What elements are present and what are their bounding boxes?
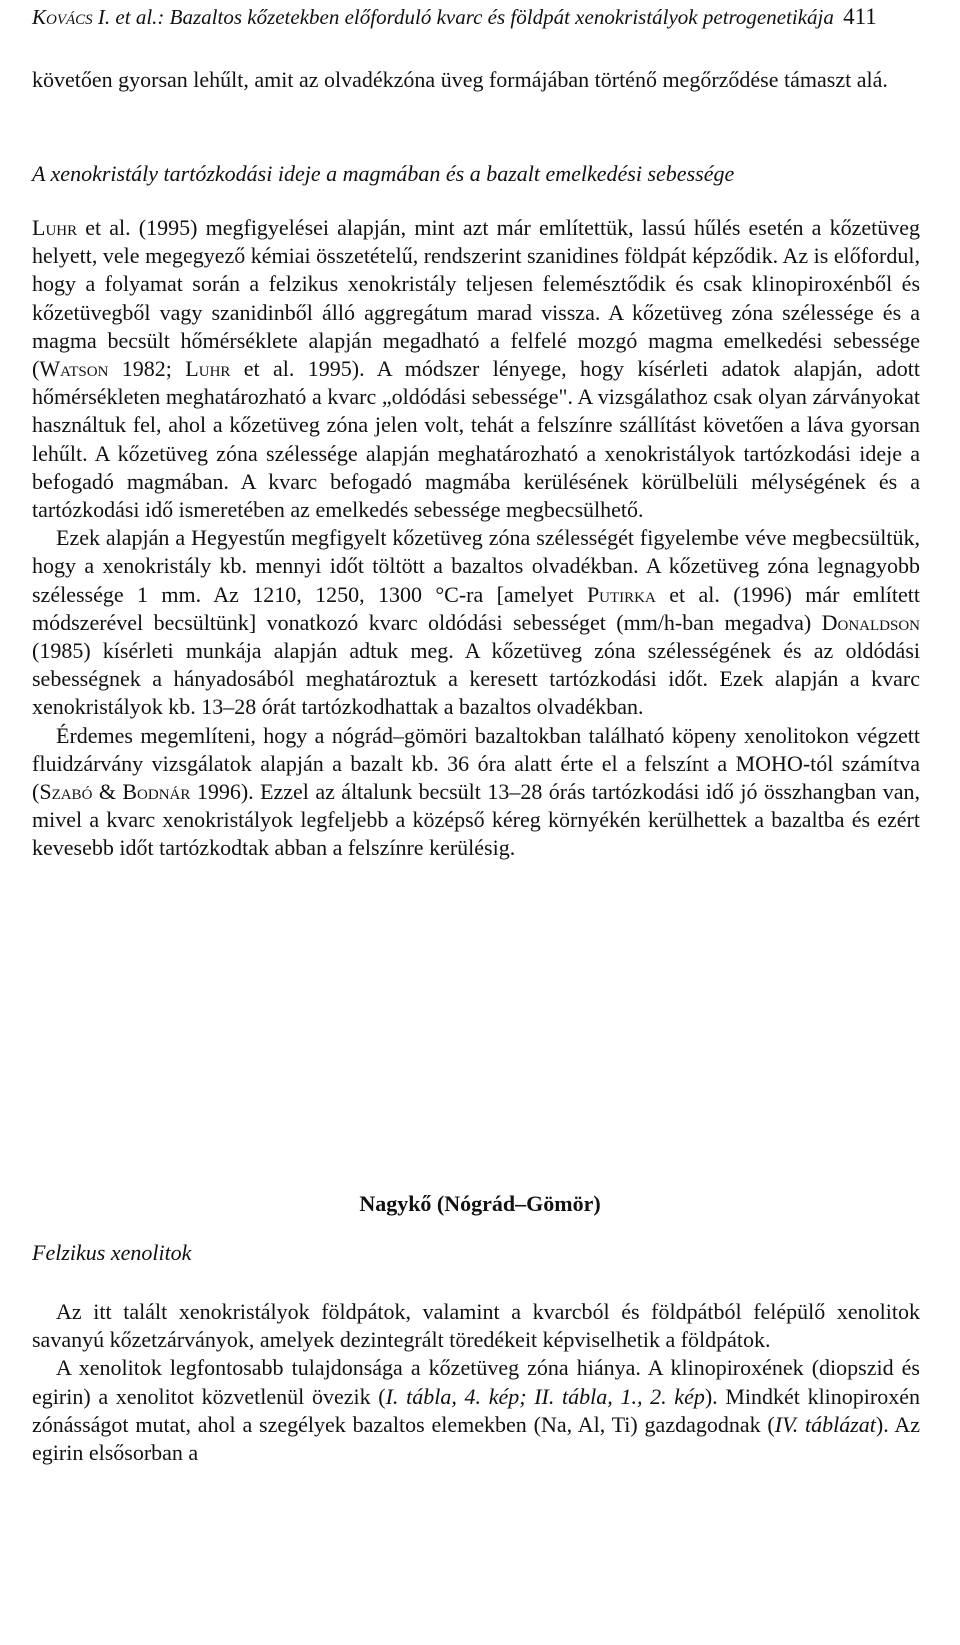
citation-szabo: Szabó [39, 779, 93, 805]
paragraph-2 [32, 524, 920, 721]
running-header [32, 4, 920, 30]
citation-bodnar: Bodnár [122, 779, 191, 805]
paragraph-1-text-c: et al. 1995). A módszer lényege, hogy kísérleti adatok alapján, adott hőmérsékleten meghatározható a kvarc „oldódási sebessége". A vizsgálathoz csak olyan zárványokat használtuk fel, ahol a kőzetüveg zóna jelen volt, tehát a felszínre szállítást követően a láva gyorsan lehűlt. A kőzetüveg zóna szélessége alapján meghatározható a xenokristályok tartózkodási ideje a befogadó magmában. A kvarc befogadó magmába kerülésének körülbelüli mélységének és a tartózkodási idő ismeretében az emelkedés sebessége megbecsülhető. [32, 356, 920, 523]
paragraph-5-text-b: ). Mindkét klinopiroxén zónásságot mutat, ahol a szegélyek bazaltos elemekben (Na, Al, Ti) gazdagodnak ( [32, 1383, 921, 1437]
header-etal: et al.: [110, 5, 170, 29]
intro-block [32, 66, 920, 94]
paragraph-4: Az itt talált xenokristályok földpátok, valamint a kvarcból és földpátból felépülő xenolitok savanyú kőzetzárványok, amelyek dezintegrált töredékeit képviselhetik a földpátok. [32, 1299, 920, 1353]
plate-reference: I. tábla, 4. kép; II. tábla, 1., 2. kép [385, 1383, 705, 1409]
paragraph-3-text-b: & [92, 779, 123, 805]
paragraph-2-text-c: (1985) kísérleti munkája alapján adtuk meg. A kőzetüveg zóna szélességének és az oldódási sebességnek a hányadosából meghatároztuk a keresett tartózkodási időt. Ezek alapján a kvarc xenokristályok kb. 13–28 órát tartózkodhattak a bazaltos olvadékban. [32, 638, 920, 720]
header-author: Kovács I. [32, 5, 111, 29]
paragraph-3-text-a: Érdemes megemlíteni, hogy a nógrád–gömöri bazaltokban található köpeny xenolitokon végzett fluidzárvány vizsgálatok alapján a bazalt kb. 36 óra alatt érte el a felszínt a MOHO-tól számítva ( [32, 722, 920, 805]
header-title: Bazaltos kőzetekben előforduló kvarc és földpát xenokristályok petrogenetikája [169, 5, 834, 29]
section-1-block [32, 161, 920, 187]
paragraphs-block [32, 214, 920, 863]
paragraph-5-text-c: ). Az egirin elsősorban a [32, 1411, 921, 1466]
paragraph-5-text-a: A xenolitok legfontosabb tulajdonsága a kőzetüveg zóna hiánya. A klinopiroxének (diopszid és egirin) a xenolitot közvetlenül övezik ( [32, 1355, 920, 1409]
paragraph-3-text-c: 1996). Ezzel az általunk becsült 13–28 órás tartózkodási idő jó összhangban van, mivel a kvarc xenokristályok legfeljebb a középső kéreg környékén kerülhettek a bazaltba és ezért kevesebb időt tartózkodtak abban a felszínre kerülésig. [32, 779, 920, 861]
section-heading-2: Nagykő (Nógrád–Gömör) [359, 1191, 601, 1216]
paragraph-2-text-a: Ezek alapján a Hegyestűn megfigyelt kőzetüveg zóna szélességét figyelembe véve megbecsültük, hogy a xenokristály kb. mennyi időt töltött a bazaltos olvadékban. A kőzetüveg zóna legnagyobb szélessége 1 mm. Az 1210, 1250, 1300 °C-ra [amelyet [32, 525, 920, 607]
citation-luhr-2: Luhr [185, 356, 231, 382]
paragraph-1 [32, 214, 920, 524]
citation-putirka: Putirka [586, 581, 656, 607]
paragraph-2-text-b: et al. (1996) már említett módszerével becsültünk] vonatkozó kvarc oldódási sebességet (mm/h-ban megadva) [32, 581, 920, 635]
section-2-block [32, 1298, 920, 1467]
citation-watson: Watson [39, 356, 109, 382]
citation-luhr: Luhr [32, 215, 78, 240]
paragraph-1-text-b: 1982; [108, 356, 186, 382]
citation-donaldson: Donaldson [821, 609, 920, 635]
section-heading-1: A xenokristály tartózkodási ideje a magmában és a bazalt emelkedési sebessége [32, 161, 735, 186]
subsection-heading: Felzikus xenolitok [32, 1240, 192, 1265]
paragraph-1-text-a: et al. (1995) megfigyelései alapján, mint azt már említettük, lassú hűlés esetén a kőzetüveg helyett, vele megegyező kémiai összetételű, rendszerint szanidines földpát képződik. Az is előfordul, hogy a folyamat során a felzikus xenokristály teljesen felemésztődik és csak klinopiroxénből és kőzetüvegből vagy szanidinből álló aggregátum marad vissza. A kőzetüveg zóna szélessége és a magma becsült hőmérséklete alapján megadható a felfelé mozgó magma emelkedési sebessége ( [32, 215, 920, 382]
paragraph-3 [32, 722, 920, 863]
table-reference: IV. táblázat [774, 1411, 876, 1437]
intro-paragraph: követően gyorsan lehűlt, amit az olvadékzóna üveg formájában történő megőrződése támaszt alá. [32, 67, 888, 92]
paragraph-5 [32, 1354, 920, 1467]
page-number: 411 [843, 4, 877, 29]
